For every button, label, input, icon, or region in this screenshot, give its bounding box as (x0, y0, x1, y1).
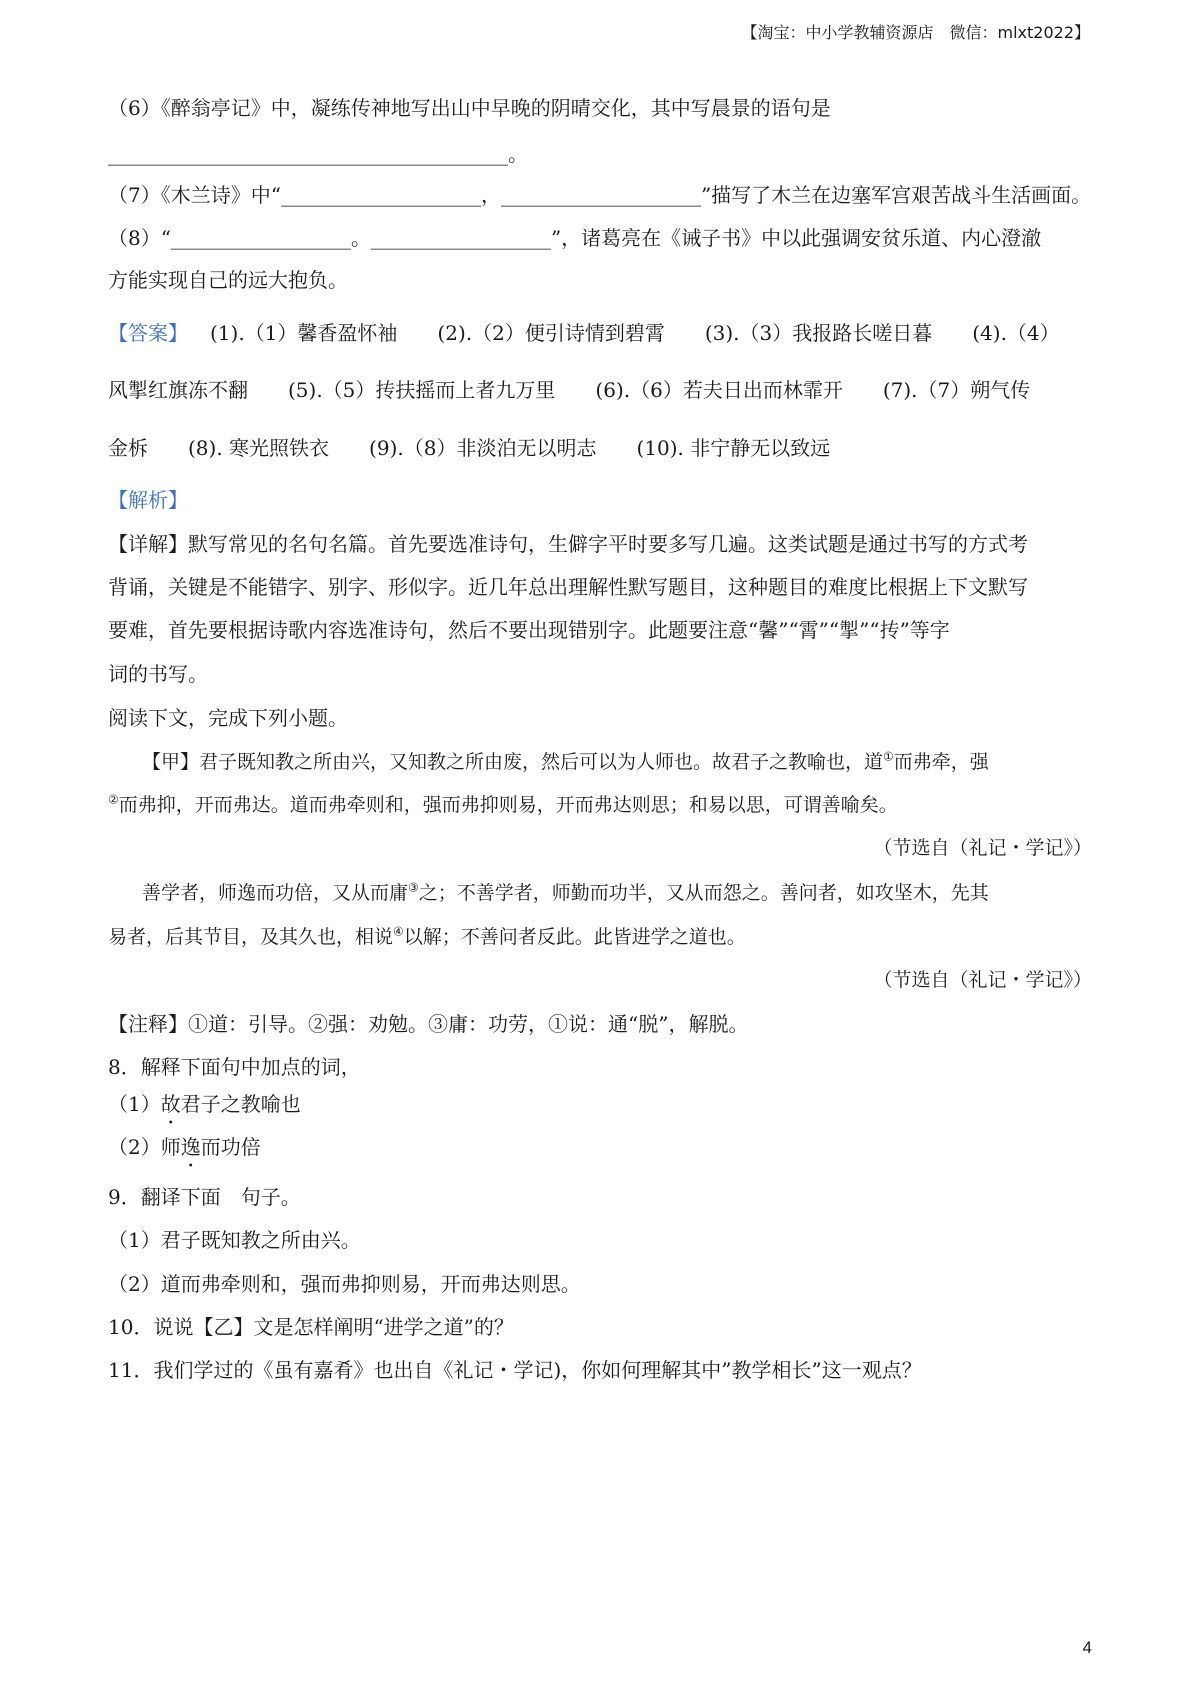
question-10: 10．说说【乙】文是怎样阐明“进学之道”的？ (108, 1315, 514, 1339)
dotted-character: 故 (160, 1092, 181, 1116)
footnote-marker-1: ① (883, 749, 894, 764)
passage-jia-line-2 (108, 791, 898, 819)
passage-jia-text-b: 而弗牵，强 (893, 751, 989, 773)
item-prefix: （2）师 (108, 1135, 181, 1159)
question-9-prompt: 9．翻译下面 句子。 (108, 1185, 301, 1209)
analysis-line-3: 要难，首先要根据诗歌内容选准诗句，然后不要出现错别字。此题要注意“馨”“霄”“掣”“抟”等字 (108, 618, 950, 642)
question-6-line-1: （6）《醉翁亭记》中，凝练传神地写出山中早晚的阴晴交化，其中写晨景的语句是 (108, 96, 831, 120)
passage-jia-text-c: 而弗抑，开而弗达。道而弗牵则和，强而弗抑则易，开而弗达则思；和易以思，可谓善喻矣。 (118, 794, 898, 816)
answer-tag: 【答案】 (108, 321, 188, 345)
page-header: 【淘宝：中小学教辅资源店 微信：mlxt2022】 (741, 23, 1090, 42)
footnote-marker-3: ③ (408, 880, 419, 895)
passage-yi-text-a: 善学者，师逸而功倍，又从而庸 (142, 882, 409, 904)
question-9-item-2: （2）道而弗牵则和，强而弗抑则易，开而弗达则思。 (108, 1272, 581, 1296)
analysis-line-2: 背诵，关键是不能错字、别字、形似字。近几年总出理解性默写题目，这种题目的难度比根据上下文默写 (108, 575, 1028, 599)
passage-yi-source: （节选自（礼记・学记》） (873, 969, 1092, 991)
passage-yi-text-d: 以解；不善问者反此。此皆进学之道也。 (403, 926, 746, 948)
passage-jia-source: （节选自（礼记・学记》） (873, 837, 1092, 859)
answer-line-2: 风掣红旗冻不翻 (5).（5）抟扶摇而上者九万里 (6).（6）若夫日出而林霏开 (7).（7）朔气传 (108, 378, 1031, 402)
item-suffix: 君子之教喻也 (180, 1092, 301, 1116)
reading-intro: 阅读下文，完成下列小题。 (108, 706, 348, 730)
analysis-line-4: 词的书写。 (108, 662, 208, 686)
item-suffix: 而功倍 (200, 1135, 261, 1159)
answer-line-3: 金柝 (8). 寒光照铁衣 (9).（8）非淡泊无以明志 (10). 非宁静无以致远 (108, 436, 831, 460)
annotation-notes: 【注释】①道：引导。②强：劝勉。③庸：功劳，①说：通“脱”，解脱。 (108, 1012, 749, 1036)
passage-jia-text-a: 【甲】君子既知教之所由兴，又知教之所由废，然后可以为人师也。故君子之教喻也，道 (142, 751, 884, 773)
question-8-prompt: 8．解释下面句中加点的词， (108, 1055, 361, 1079)
item-prefix: （1） (108, 1092, 161, 1116)
passage-yi-line-2 (108, 923, 746, 951)
question-8-line-1: （8）“__________________。__________________”，诸葛亮在《诫子书》中以此强调安贫乐道、内心澄澈 (108, 226, 1042, 250)
passage-jia-line-1 (142, 748, 989, 776)
footnote-marker-4: ④ (393, 924, 404, 939)
answer-line-1: (1).（1）馨香盈怀袖 (2).（2）便引诗情到碧霄 (3).（3）我报路长嗟日暮 (4).（4） (210, 321, 1060, 345)
question-9-item-1: （1）君子既知教之所由兴。 (108, 1228, 361, 1252)
passage-yi-line-1 (142, 879, 989, 907)
question-8-item-2 (108, 1133, 261, 1161)
page-number: 4 (1082, 1638, 1092, 1657)
question-6-blank: ________________________________________。 (108, 142, 528, 166)
footnote-marker-2: ② (108, 792, 119, 807)
passage-yi-text-c: 易者，后其节目，及其久也，相说 (108, 926, 394, 948)
question-7: （7）《木兰诗》中“____________________，____________________”描写了木兰在边塞军宫艰苦战斗生活画面。 (108, 183, 1092, 207)
analysis-line-1: 【详解】默写常见的名句名篇。首先要选准诗句，生僻字平时要多写几遍。这类试题是通过书写的方式考 (108, 532, 1028, 556)
question-8-line-2: 方能实现自己的远大抱负。 (108, 268, 348, 292)
question-11: 11．我们学过的《虽有嘉肴》也出自《礼记・学记)，你如何理解其中”教学相长”这一观点？ (108, 1358, 922, 1382)
passage-yi-text-b: 之；不善学者，师勤而功半，又从而怨之。善问者，如攻坚木，先其 (418, 882, 989, 904)
analysis-tag: 【解析】 (108, 488, 188, 512)
dotted-character: 逸 (180, 1135, 201, 1159)
question-8-item-1 (108, 1090, 301, 1118)
